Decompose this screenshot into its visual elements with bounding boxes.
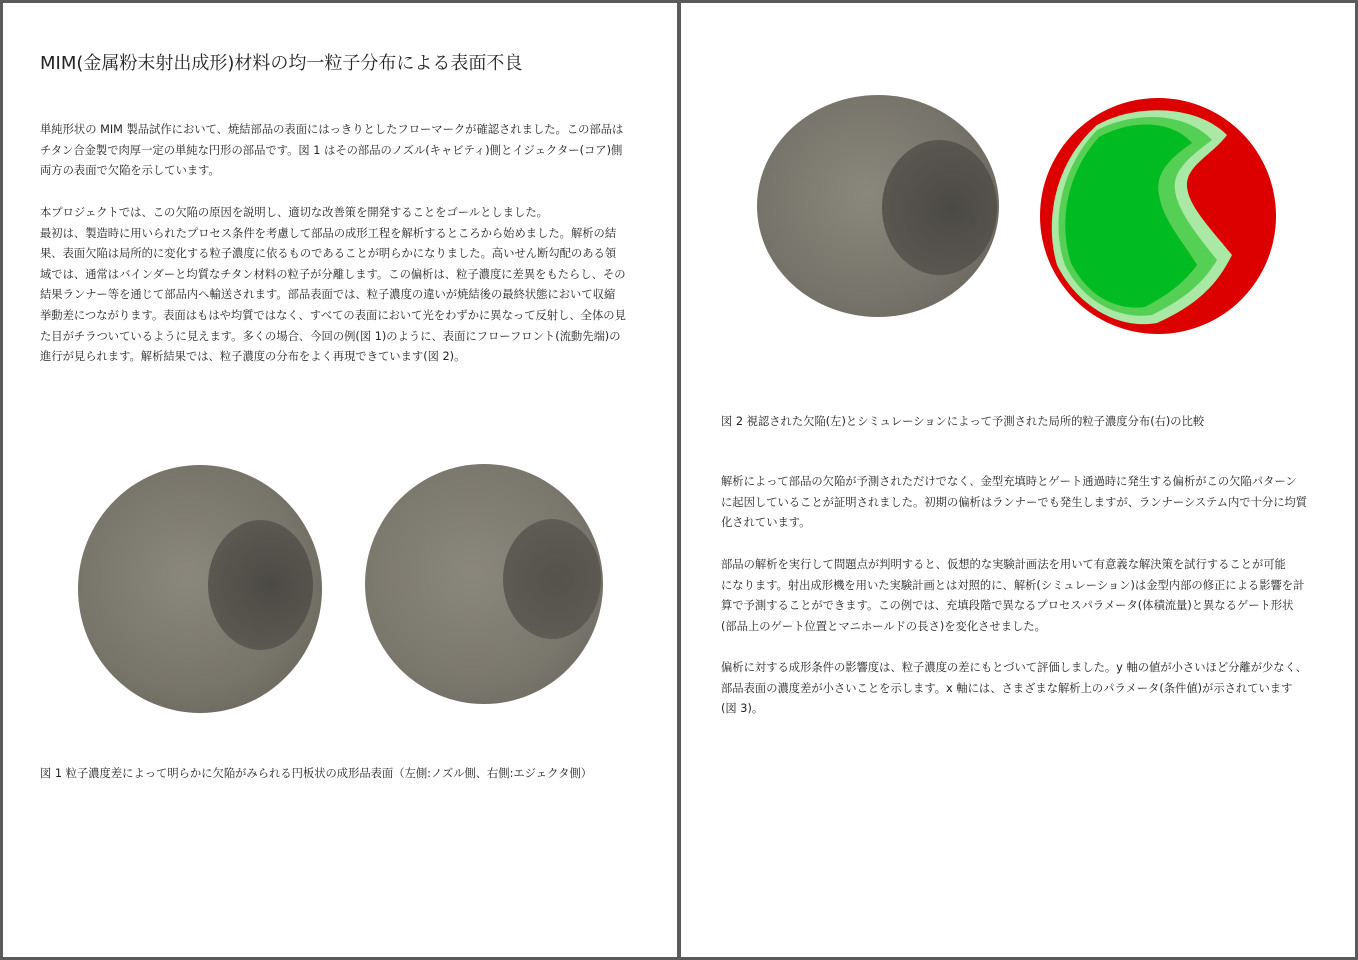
- disk-ejector-side: [365, 464, 603, 704]
- figure-1-caption: 図 1 粒子濃度差によって明らかに欠陥がみられる円板状の成形品表面（左側:ノズル側、右側:エジェクタ側）: [40, 767, 593, 780]
- paragraph-intro: [40, 120, 623, 182]
- text-line: (図 3)。: [721, 702, 764, 716]
- defect-patch: [208, 520, 313, 650]
- text-line: 挙動差につながります。表面はもはや均質ではなく、すべての表面において光をわずかに異なって反射し、全体の見: [40, 308, 626, 322]
- page-title: MIM(金属粉末射出成形)材料の均一粒子分布による表面不良: [40, 53, 523, 74]
- text-line: 本プロジェクトでは、この欠陥の原因を説明し、適切な改善策を開発することをゴールとしました。: [40, 206, 548, 219]
- text-line: 偏析に対する成形条件の影響度は、粒子濃度の差にもとづいて評価しました。y 軸の値が小さいほど分離が少なく、: [721, 661, 1307, 674]
- text-line: になります。射出成形機を用いた実験計画とは対照的に、解析(シミュレーション)は金型内部の修正による影響を計: [721, 578, 1305, 592]
- figure-2-simulation: [1037, 95, 1279, 337]
- document-page-2: [681, 3, 1355, 957]
- text-line: 果、表面欠陥は局所的に変化する粒子濃度に依るものであることが明らかになりました。高いせん断勾配のある領: [40, 247, 617, 261]
- paragraph-doe: [721, 555, 1304, 637]
- disk-nozzle-side: [78, 465, 322, 713]
- text-line: 単純形状の MIM 製品試作において、焼結部品の表面にはっきりとしたフローマークが確認されました。この部品は: [40, 123, 624, 136]
- paragraph-result: [721, 472, 1307, 534]
- paragraph-analysis: [40, 203, 626, 368]
- text-line: 部品の解析を実行して問題点が判明すると、仮想的な実験計画法を用いて有意義な解決策を試行することが可能: [721, 558, 1286, 571]
- text-line: 進行が見られます。解析結果では、粒子濃度の分布をよく再現できています(図 2)。: [40, 350, 466, 364]
- text-line: 部品表面の濃度差が小さいことを示します。x 軸には、さまざまな解析上のパラメータ(条件値)が示されています: [721, 681, 1293, 695]
- figure-2-caption: 図 2 視認された欠陥(左)とシミュレーションによって予測された局所的粒子濃度分布(右)の比較: [721, 415, 1205, 428]
- text-line: 最初は、製造時に用いられたプロセス条件を考慮して部品の成形工程を解析するところから始めました。解析の結: [40, 226, 617, 240]
- text-line: 解析によって部品の欠陥が予測されただけでなく、金型充填時とゲート通過時に発生する偏析がこの欠陥パターン: [721, 475, 1297, 488]
- text-line: 化されています。: [721, 516, 811, 530]
- text-line: 算で予測することができます。この例では、充填段階で異なるプロセスパラメータ(体積流量)と異なるゲート形状: [721, 599, 1294, 613]
- figure-2-photo-disk: [757, 95, 999, 317]
- document-page-1: [3, 3, 677, 957]
- text-line: 両方の表面で欠陥を示しています。: [40, 164, 220, 178]
- text-line: た目がチラついているように見えます。多くの場合、今回の例(図 1)のように、表面にフローフロント(流動先端)の: [40, 329, 621, 343]
- paragraph-evaluation: [721, 658, 1307, 720]
- text-line: (部品上のゲート位置とマニホールドの長さ)を変化させました。: [721, 619, 1046, 633]
- text-line: 結果ランナー等を通じて部品内へ輸送されます。部品表面では、粒子濃度の違いが焼結後の最終状態において収縮: [40, 288, 616, 302]
- defect-patch: [503, 519, 601, 639]
- text-line: チタン合金製で肉厚一定の単純な円形の部品です。図 1 はその部品のノズル(キャビティ)側とイジェクター(コア)側: [40, 143, 623, 157]
- text-line: に起因していることが証明されました。初期の偏析はランナーでも発生しますが、ランナーシステム内で十分に均質: [721, 495, 1308, 509]
- text-line: 域では、通常はバインダーと均質なチタン材料の粒子が分離します。この偏析は、粒子濃度に差異をもたらし、その: [40, 267, 626, 281]
- defect-patch: [882, 140, 997, 275]
